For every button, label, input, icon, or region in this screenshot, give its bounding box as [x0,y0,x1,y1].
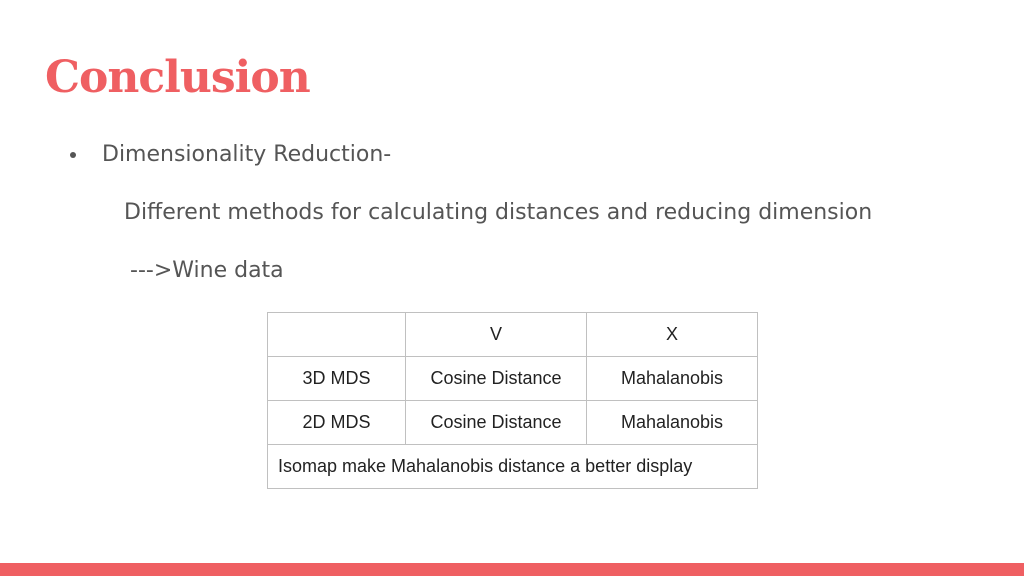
dataset-label: --->Wine data [130,258,284,283]
table-row [268,401,758,445]
results-table [267,312,758,489]
slide-title: Conclusion [45,52,310,103]
table-note-row [268,445,758,489]
table-row [268,357,758,401]
header-cell-empty [268,313,406,357]
table-cell: Mahalanobis [587,357,758,401]
table-cell: Cosine Distance [406,401,587,445]
methods-description: Different methods for calculating distances and reducing dimension [124,200,873,225]
table-cell: Mahalanobis [587,401,758,445]
table-header-row [268,313,758,357]
table-cell: Cosine Distance [406,357,587,401]
header-cell-v: V [406,313,587,357]
bullet-text: Dimensionality Reduction- [102,142,392,167]
header-cell-x: X [587,313,758,357]
bullet-item [70,142,391,167]
bullet-dot-icon [70,152,76,158]
row-label-2d-mds: 2D MDS [268,401,406,445]
row-label-3d-mds: 3D MDS [268,357,406,401]
bottom-accent-bar [0,563,1024,576]
table-note: Isomap make Mahalanobis distance a better display [268,445,758,489]
